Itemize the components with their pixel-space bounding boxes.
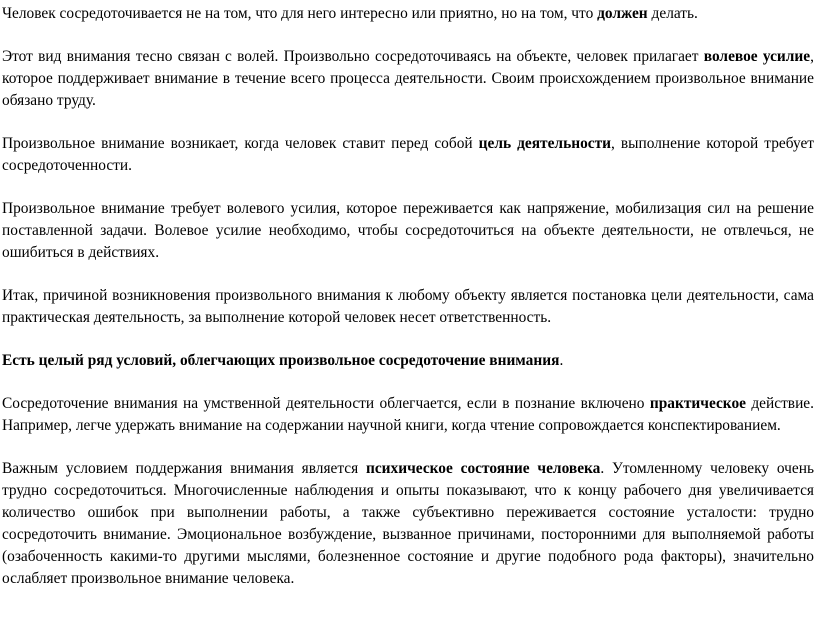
- paragraph-1-bold-term: должен: [597, 5, 648, 22]
- paragraph-1-text: Человек сосредоточивается не на том, что для него интересно или приятно, но на том, что: [2, 5, 598, 22]
- paragraph-2-bold-term: волевое усилие: [703, 48, 811, 65]
- paragraph-5-text: Итак, причиной возникновения произвольного внимания к любому объекту является постановка цели деятельности, сама практическая деятельность, за выполнение которой человек несет ответственность.: [2, 287, 814, 326]
- section-heading: [2, 350, 814, 372]
- paragraph-3-text: Произвольное внимание возникает, когда человек ставит перед собой: [2, 135, 479, 152]
- paragraph-7-text: Сосредоточение внимания на умственной деятельности облегчается, если в познание включено: [2, 395, 650, 412]
- paragraph-2-text-end: , которое поддерживает внимание в течение всего процесса деятельности. Своим происхождением произвольное внимание обязано труду.: [2, 48, 814, 109]
- paragraph-8: [2, 458, 814, 590]
- section-heading-period: .: [559, 352, 564, 369]
- paragraph-3-bold-term: цель деятельности: [478, 135, 612, 152]
- section-heading-bold: Есть целый ряд условий, облегчающих произвольное сосредоточение внимания: [2, 352, 560, 369]
- paragraph-8-text: Важным условием поддержания внимания является: [2, 460, 366, 477]
- paragraph-1-text-end: делать.: [647, 5, 698, 22]
- paragraph-5: [2, 285, 814, 329]
- paragraph-4: [2, 198, 814, 264]
- paragraph-3: [2, 133, 814, 177]
- paragraph-2-text: Этот вид внимания тесно связан с волей. Произвольно сосредоточиваясь на объекте, человек прилагает: [2, 48, 704, 65]
- paragraph-7: [2, 393, 814, 437]
- paragraph-1: [2, 3, 814, 25]
- paragraph-7-text-end: действие. Например, легче удержать внимание на содержании научной книги, когда чтение сопровождается конспектированием.: [2, 395, 814, 434]
- paragraph-7-bold-term: практическое: [649, 395, 746, 412]
- paragraph-3-text-end: , выполнение которой требует сосредоточенности.: [2, 135, 815, 174]
- paragraph-4-text: Произвольное внимание требует волевого усилия, которое переживается как напряжение, мобилизация сил на решение поставленной задачи. Волевое усилие необходимо, чтобы сосредоточиться на объекте деятельности, не отвлечься, не ошибиться в действиях.: [2, 200, 814, 261]
- paragraph-8-bold-term: психическое состояние человека: [365, 460, 601, 477]
- paragraph-2: [2, 46, 814, 112]
- paragraph-8-text-end: . Утомленному человеку очень трудно сосредоточиться. Многочисленные наблюдения и опыты показывают, что к концу рабочего дня увеличивается количество ошибок при выполнении работы, а также субъективно переживается состояние усталости: трудно сосредоточить внимание. Эмоциональное возбуждение, вызванное причинами, посторонними для выполняемой работы (озабоченность какими-то другими мыслями, болезненное состояние и другие подобного рода факторы), значительно ослабляет произвольное внимание человека.: [2, 460, 814, 587]
